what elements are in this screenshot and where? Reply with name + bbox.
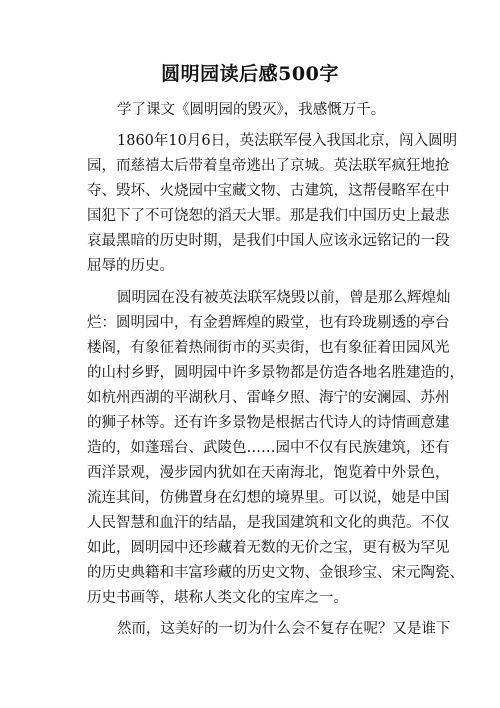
text-line-19: 的历史典籍和丰富珍藏的历史文物、金银珍宝、宋元陶瓷、 (87, 565, 464, 581)
text-line-17: 人民智慧和血汗的结晶，是我国建筑和文化的典范。不仅 (87, 515, 450, 531)
text-line-4: 夺、毁坏、火烧园中宝藏文物、古建筑，这帮侵略军在中 (87, 183, 450, 199)
document-title: 圆明园读后感500字 (161, 63, 339, 85)
text-line-12: 如杭州西湖的平湖秋月、雷峰夕照、海宁的安澜园、苏州 (87, 390, 450, 406)
text-line-8: 圆明园在没有被英法联军烧毁以前，曾是那么辉煌灿 (117, 290, 451, 306)
text-line-9: 烂：圆明园中，有金碧辉煌的殿堂，也有玲珑剔透的亭台 (87, 315, 450, 331)
text-line-16: 流连其间，仿佛置身在幻想的境界里。可以说，她是中国 (87, 490, 450, 506)
text-line-3: 园，而慈禧太后带着皇帝逃出了京城。英法联军疯狂地抢 (87, 158, 450, 174)
text-line-5: 国犯下了不可饶恕的滔天大罪。那是我们中国历史上最悲 (87, 208, 450, 224)
text-line-20: 历史书画等，堪称人类文化的宝库之一。 (87, 590, 348, 606)
text-line-13: 的狮子林等。还有许多景物是根据古代诗人的诗情画意建 (87, 415, 450, 431)
text-line-15: 西洋景观，漫步园内犹如在天南海北，饱览着中外景色， (87, 465, 450, 481)
text-line-14: 造的，如蓬瑶台、武陵色……园中不仅有民族建筑，还有 (87, 440, 450, 456)
text-line-7: 屈辱的历史。 (87, 258, 174, 274)
text-line-21: 然而，这美好的一切为什么会不复存在呢？又是谁下 (117, 621, 451, 637)
text-line-10: 楼阁，有象征着热闹街市的买卖街，也有象征着田园风光 (87, 340, 450, 356)
text-line-6: 哀最黑暗的历史时期，是我们中国人应该永远铭记的一段 (87, 233, 450, 249)
text-line-18: 如此，圆明园中还珍藏着无数的无价之宝，更有极为罕见 (87, 540, 450, 556)
text-line-1: 学了课文《圆明园的毁灭》，我感慨万千。 (117, 102, 386, 118)
text-line-11: 的山村乡野，圆明园中许多景物都是仿造各地名胜建造的， (87, 365, 464, 381)
text-line-2: 1860年10月6日，英法联军侵入我国北京，闯入圆明 (117, 133, 458, 149)
